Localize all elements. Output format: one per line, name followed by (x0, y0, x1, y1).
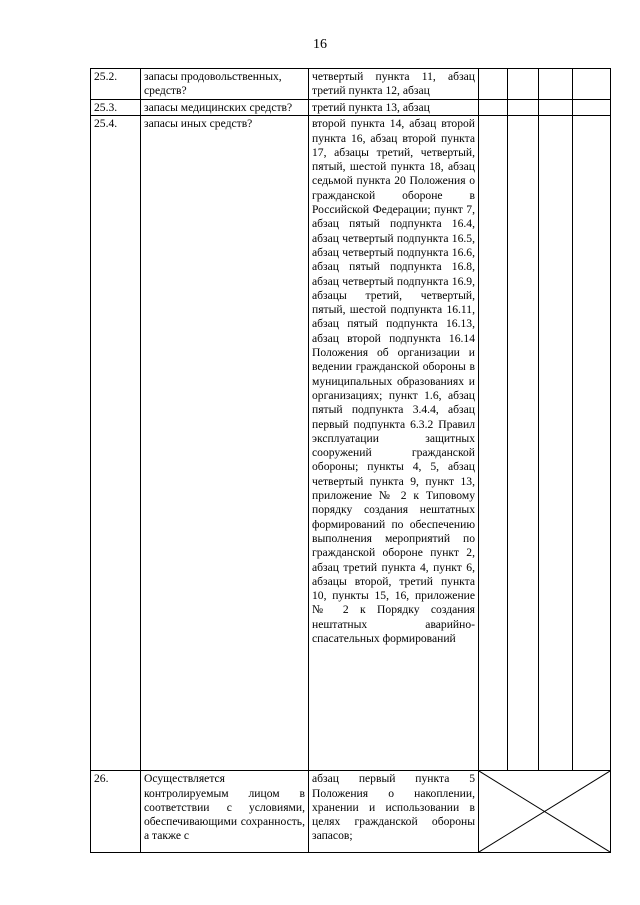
answer-yes-cell (479, 69, 508, 100)
row-legal-basis: второй пункта 14, абзац второй пункта 16, абзац второй пункта 17, абзацы третий, четвертый, пятый, шестой пункта 18, абзац седьмой пункта 20 Положения о гражданской обороне в Российской Федерации; пункт 7, абзац пятый подпункта 16.4, абзац четвертый подпункта 16.5, абзац четвертый подпункта 16.6, абзац пятый подпункта 16.8, абзац четвертый подпункта 16.9, абзацы третий, четвертый, пятый, шестой подпункта 16.11, абзац пятый подпункта 16.13, абзац второй подпункта 16.14 Положения об организации и ведении гражданской обороны в муниципальных образованиях и организациях; пункт 1.6, абзац пятый подпункта 3.4.4, абзац первый подпункта 6.3.2 Правил эксплуатации защитных сооружений гражданской обороны; пункты 4, 5, абзац четвертый пункта 9, пункт 13, приложение № 2 к Типовому порядку создания нештатных формирований по обеспечению выполнения мероприятий по гражданской обороне пункт 2, абзац третий пункта 4, пункт 6, абзацы второй, третий пункта 10, пункты 15, 16, приложение № 2 к Порядку создания нештатных аварийно-спасательных формирований (309, 116, 479, 771)
answer-yes-cell (479, 100, 508, 116)
row-question: запасы продовольственных, средств? (141, 69, 309, 100)
answer-no-cell (508, 100, 539, 116)
answer-na-cell (539, 100, 573, 116)
cross-mark-icon (479, 771, 610, 852)
table-row (91, 100, 611, 116)
answer-na-cell (539, 69, 573, 100)
row-question: запасы медицинских средств? (141, 100, 309, 116)
row-legal-basis: четвертый пункта 11, абзац третий пункта 12, абзац (309, 69, 479, 100)
row-number: 25.3. (91, 100, 141, 116)
row-legal-basis: третий пункта 13, абзац (309, 100, 479, 116)
row-number: 25.4. (91, 116, 141, 771)
row-legal-basis: абзац первый пункта 5 Положения о накоплении, хранении и использовании в целях гражданской обороны запасов; (309, 771, 479, 853)
not-applicable-cross (479, 771, 611, 853)
table-row (91, 116, 611, 771)
note-cell (573, 100, 611, 116)
page-number: 16 (313, 37, 327, 52)
answer-no-cell (508, 116, 539, 771)
row-question: запасы иных средств? (141, 116, 309, 771)
answer-na-cell (539, 116, 573, 771)
answer-yes-cell (479, 116, 508, 771)
answer-no-cell (508, 69, 539, 100)
table-row (91, 771, 611, 853)
note-cell (573, 116, 611, 771)
row-number: 26. (91, 771, 141, 853)
table-row (91, 69, 611, 100)
row-question: Осуществляется контролируемым лицом в соответствии с условиями, обеспечивающими сохранность, а также с (141, 771, 309, 853)
note-cell (573, 69, 611, 100)
row-number: 25.2. (91, 69, 141, 100)
checklist-table (90, 68, 611, 853)
